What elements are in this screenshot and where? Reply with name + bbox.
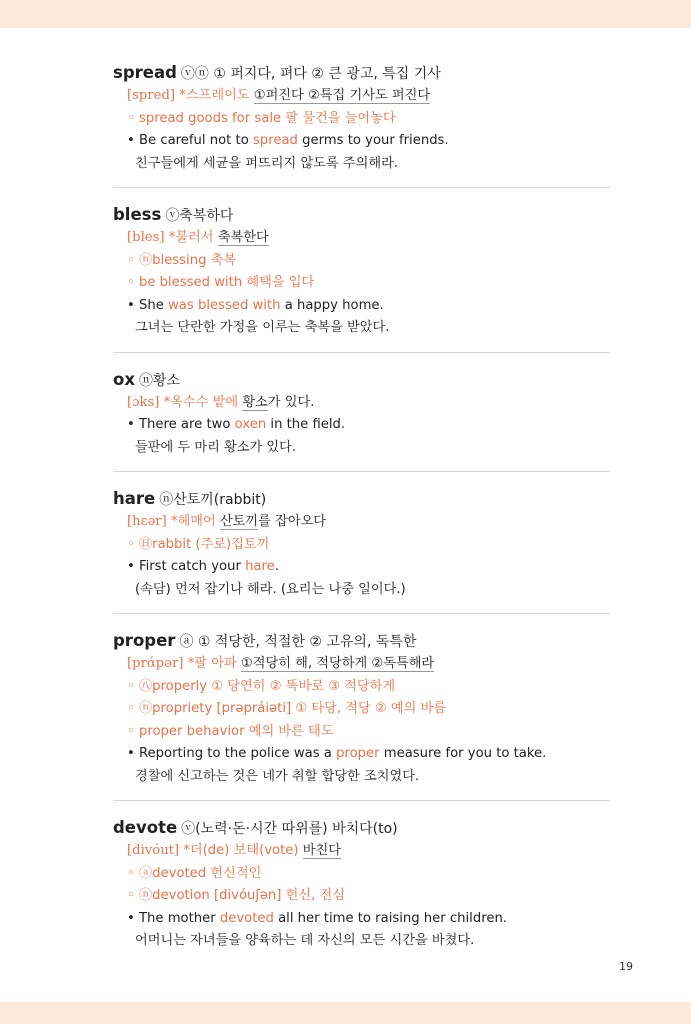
pronunciation-line: [113, 511, 610, 534]
example-pre: • She: [127, 297, 169, 313]
headword-line: [113, 630, 610, 653]
related-phrase: ◦ ⓝdevotion [divóuʃən] 헌신, 전심: [127, 888, 345, 903]
example-post: germs to your friends.: [297, 133, 449, 148]
pronunciation: [ɔks]: [127, 394, 160, 410]
headword-line: [113, 62, 610, 85]
mnemonic-meaning: ①적당히 해, 적당하게 ②독특해라: [240, 656, 435, 671]
mnemonic-meaning: ①퍼진다 ②특집 기사도 퍼진다: [253, 88, 431, 103]
page-bottom-band: [0, 1002, 691, 1024]
headword-line: [113, 488, 610, 511]
pronunciation: [spred]: [127, 88, 176, 103]
pronunciation-line: [113, 840, 610, 863]
example-sentence: [113, 295, 610, 318]
example-post: all her time to raising her children.: [273, 910, 507, 926]
entry-hare: [113, 488, 610, 614]
related-phrase: ◦ spread goods for sale 팔 물건을 늘어놓다: [127, 110, 396, 126]
headword-line: [113, 817, 610, 840]
mnemonic-meaning: 산토끼: [219, 514, 259, 529]
pronunciation-line: [113, 85, 610, 108]
definition: ⓥ축복하다: [165, 208, 234, 224]
related-phrase: ◦ ㊐rabbit (주로)집토끼: [127, 536, 270, 552]
entry-proper: [113, 630, 610, 801]
headword: hare: [113, 489, 156, 508]
mnemonic-meaning: 축복한다: [217, 230, 269, 245]
example-translation: 친구들에게 세균을 퍼뜨리지 않도록 주의해라.: [135, 155, 399, 171]
example-translation: 경찰에 신고하는 것은 네가 취할 합당한 조치였다.: [135, 768, 420, 784]
mnemonic-meaning: 황소: [242, 394, 268, 410]
example-highlight: hare: [245, 559, 275, 574]
example-highlight: proper: [336, 746, 380, 761]
related-phrase: ◦ proper behavior 예의 바른 태도: [127, 723, 334, 739]
vocabulary-list: [113, 62, 610, 981]
definition: ⓝ황소: [138, 372, 181, 389]
mnemonic: *옥수수 밭에: [159, 394, 243, 410]
entry-spread: [113, 62, 610, 188]
pronunciation-line: [113, 227, 610, 250]
page-top-band: [0, 0, 691, 28]
example-pre: • There are two: [127, 417, 235, 432]
related-phrase: ◦ ⓐdevoted 헌신적인: [127, 865, 262, 881]
example-highlight: devoted: [219, 910, 274, 926]
headword: bless: [113, 205, 162, 224]
example-translation: 어머니는 자녀들을 양육하는 데 자신의 모든 시간을 바쳤다.: [135, 933, 475, 948]
headword: spread: [113, 63, 177, 82]
definition: ⓝ산토끼(rabbit): [159, 492, 267, 508]
mnemonic-suffix: 를 잡아오다: [258, 514, 327, 529]
mnemonic: *헤매어: [166, 514, 220, 529]
example-sentence: [113, 414, 610, 437]
entry-ox: [113, 369, 610, 473]
pronunciation: [bles]: [127, 230, 165, 245]
example-pre: • The mother: [127, 910, 220, 926]
example-sentence: [113, 908, 610, 931]
mnemonic: *팔 아파: [183, 656, 241, 671]
example-post: in the field.: [266, 417, 346, 432]
pronunciation: [hɛər]: [127, 514, 167, 529]
example-highlight: was blessed with: [168, 297, 281, 313]
example-pre: • First catch your: [127, 559, 246, 574]
example-translation: (속담) 먼저 잡기나 해라. (요리는 나중 일이다.): [135, 581, 406, 597]
example-sentence: [113, 130, 610, 153]
mnemonic: *더(de) 보태(vote): [179, 843, 303, 858]
page-number: 19: [619, 960, 633, 973]
example-sentence: [113, 743, 610, 766]
pronunciation-line: [113, 392, 610, 415]
example-pre: • Reporting to the police was a: [127, 746, 337, 761]
definition: ⓐ ① 적당한, 적절한 ② 고유의, 독특한: [179, 634, 417, 650]
mnemonic: *스프레이도: [175, 88, 254, 103]
example-post: a happy home.: [280, 297, 384, 313]
entry-bless: [113, 204, 610, 353]
mnemonic-suffix: 가 있다.: [267, 394, 315, 410]
example-post: measure for you to take.: [379, 746, 547, 761]
pronunciation: [divóut]: [127, 843, 180, 858]
example-sentence: [113, 556, 610, 579]
headword-line: [113, 204, 610, 227]
example-highlight: spread: [252, 133, 298, 148]
example-highlight: oxen: [234, 417, 267, 432]
definition: ⓥ(노력·돈·시간 따위를) 바치다(to): [181, 821, 398, 837]
related-phrase: ◦ ⓝblessing 축복: [127, 252, 237, 268]
headword: proper: [113, 631, 176, 650]
headword: devote: [113, 818, 178, 837]
example-translation: 들판에 두 마리 황소가 있다.: [135, 439, 297, 455]
related-phrase: ◦ be blessed with 혜택을 입다: [127, 275, 315, 290]
example-pre: • Be careful not to: [127, 133, 253, 148]
mnemonic: *불러서: [164, 230, 218, 245]
pronunciation-line: [113, 653, 610, 676]
related-phrase: ◦ ⓝpropriety [prəpráiəti] ① 타당, 적당 ② 예의 바름: [127, 701, 447, 716]
example-translation: 그녀는 단란한 가정을 이루는 축복을 받았다.: [135, 320, 390, 335]
entry-devote: [113, 817, 610, 965]
related-phrase: ◦ ㊇properly ① 당연히 ② 똑바로 ③ 적당하게: [127, 678, 396, 694]
definition: ⓥⓝ ① 퍼지다, 펴다 ② 큰 광고, 특집 기사: [180, 66, 441, 82]
headword-line: [113, 369, 610, 392]
pronunciation: [prάpər]: [127, 656, 184, 671]
headword: ox: [113, 369, 135, 389]
example-post: .: [274, 559, 279, 574]
mnemonic-meaning: 바친다: [302, 843, 341, 858]
